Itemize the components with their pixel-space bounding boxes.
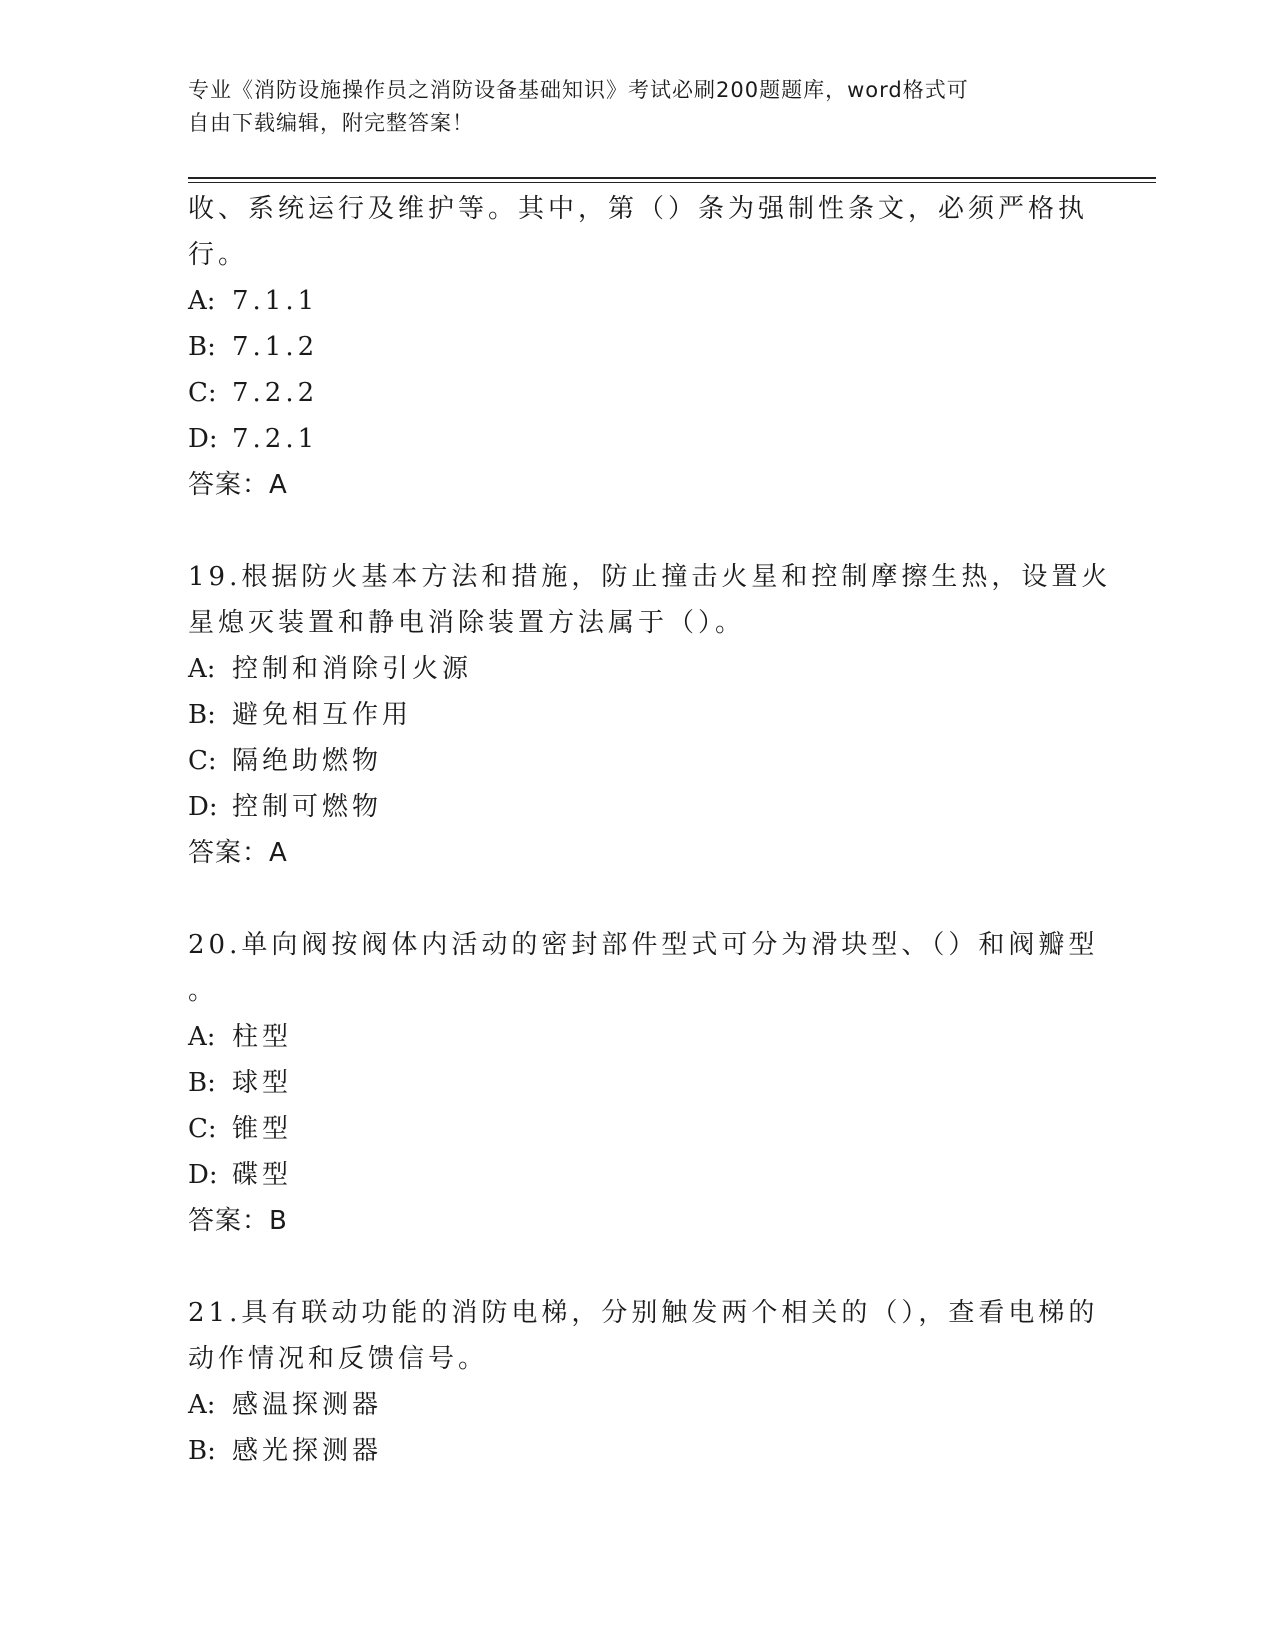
question-text-line: 20.单向阀按阀体内活动的密封部件型式可分为滑块型、（）和阀瓣型 (188, 930, 1099, 960)
option-label: A: (188, 1390, 216, 1420)
header-line-1: 专业《消防设施操作员之消防设备基础知识》考试必刷200题题库，word格式可 (188, 78, 969, 102)
option-label: B: (188, 1068, 216, 1098)
option-c (188, 370, 1088, 416)
option-text: 感光探测器 (232, 1436, 383, 1466)
option-a (188, 1382, 1088, 1428)
option-c (188, 1106, 1088, 1152)
option-label: B: (188, 700, 216, 730)
question-list (188, 186, 1112, 1474)
question-21 (188, 1290, 1099, 1474)
header-divider-thick (188, 177, 1156, 179)
answer-line: 答案：B (188, 1206, 288, 1236)
option-d (188, 784, 1088, 830)
option-text: 避免相互作用 (232, 700, 413, 730)
question-text-line: 动作情况和反馈信号。 (188, 1344, 489, 1374)
option-a (188, 1014, 1088, 1060)
question-20 (188, 922, 1099, 1244)
option-label: C: (188, 378, 217, 408)
option-label: D: (188, 1160, 218, 1190)
header-line-2: 自由下载编辑，附完整答案！ (188, 111, 474, 135)
option-b (188, 324, 1088, 370)
option-a (188, 646, 1088, 692)
option-text: 隔绝助燃物 (232, 746, 383, 776)
option-a (188, 278, 1088, 324)
question-text-line: 19.根据防火基本方法和措施，防止撞击火星和控制摩擦生热，设置火 (188, 562, 1112, 592)
spacer (188, 876, 1088, 922)
option-text: 球型 (232, 1068, 293, 1098)
option-c (188, 738, 1088, 784)
question-text-line: 。 (188, 976, 219, 1006)
option-text: 控制可燃物 (232, 792, 383, 822)
answer-line: 答案：A (188, 838, 288, 868)
option-b (188, 692, 1088, 738)
option-b (188, 1060, 1088, 1106)
option-b (188, 1428, 1088, 1474)
option-text: 碟型 (232, 1160, 293, 1190)
option-label: A: (188, 286, 216, 316)
option-text: 7.1.2 (232, 332, 319, 362)
spacer (188, 1244, 1088, 1290)
option-text: 7.2.2 (232, 378, 319, 408)
answer-line: 答案：A (188, 470, 288, 500)
option-d (188, 416, 1088, 462)
option-label: A: (188, 654, 216, 684)
option-label: B: (188, 332, 216, 362)
question-text-line: 收、系统运行及维护等。其中，第（）条为强制性条文，必须严格执 (188, 194, 1089, 224)
spacer (188, 508, 1088, 554)
document-header (188, 74, 1068, 140)
option-text: 感温探测器 (232, 1390, 383, 1420)
option-text: 控制和消除引火源 (232, 654, 473, 684)
option-text: 7.2.1 (232, 424, 319, 454)
question-text-line: 行。 (188, 240, 249, 270)
header-divider-thin (188, 182, 1156, 183)
option-label: C: (188, 746, 217, 776)
question-19 (188, 554, 1112, 876)
option-text: 柱型 (232, 1022, 293, 1052)
option-text: 7.1.1 (232, 286, 319, 316)
option-label: C: (188, 1114, 217, 1144)
option-d (188, 1152, 1088, 1198)
option-text: 锥型 (232, 1114, 293, 1144)
option-label: A: (188, 1022, 216, 1052)
option-label: D: (188, 424, 218, 454)
question-18 (188, 186, 1088, 508)
option-label: B: (188, 1436, 216, 1466)
question-text-line: 21.具有联动功能的消防电梯，分别触发两个相关的（），查看电梯的 (188, 1298, 1099, 1328)
question-text-line: 星熄灭装置和静电消除装置方法属于（）。 (188, 608, 746, 638)
option-label: D: (188, 792, 218, 822)
